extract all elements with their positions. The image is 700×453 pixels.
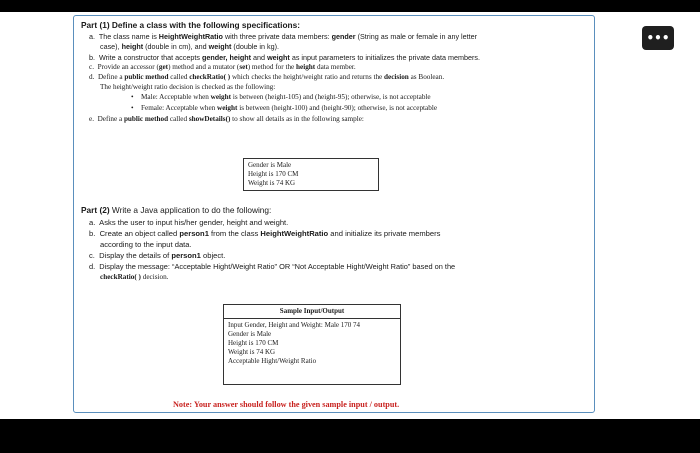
part1-item-e: e. Define a public method called showDetails() to show all details as in the following sample: [89, 115, 364, 123]
part1-bullet-male: • Male: Acceptable when weight is between (height-105) and (height-95); otherwise, is not acceptable [131, 93, 431, 101]
more-horizontal-icon: ••• [646, 31, 670, 45]
sample-io-input-line: Input Gender, Height and Weight: Male 170 74 [228, 321, 360, 329]
part1-item-b: b. Write a constructor that accepts gender, height and weight as input parameters to initializes the private data members. [89, 53, 480, 62]
part1-heading: Part (1) Define a class with the following specifications: [81, 20, 300, 30]
document-page [73, 15, 595, 413]
part2-item-a: a. Asks the user to input his/her gender, height and weight. [89, 218, 289, 227]
sample-io-box [223, 304, 401, 385]
sample-io-title: Sample Input/Output [224, 305, 400, 319]
bottom-black-bar [0, 419, 700, 453]
part1-item-c: c. Provide an accessor (get) method and a mutator (set) method for the height data member. [89, 63, 356, 71]
sample-gender-line: Gender is Male [248, 161, 292, 169]
part1-item-a-line2: case), height (double in cm), and weight (double in kg). [100, 42, 279, 51]
part1-item-d-line2: The height/weight ratio decision is checked as the following: [100, 83, 276, 91]
show-details-sample-box [243, 158, 379, 191]
part1-item-d: d. Define a public method called checkRatio( ) which checks the height/weight ratio and returns the decision as Boolean. [89, 73, 445, 81]
part2-item-c: c. Display the details of person1 object. [89, 251, 226, 260]
sample-io-height-line: Height is 170 CM [228, 339, 279, 347]
sample-io-gender-line: Gender is Male [228, 330, 272, 338]
sample-height-line: Height is 170 CM [248, 170, 299, 178]
top-black-bar [0, 0, 700, 12]
part2-heading: Part (2) Write a Java application to do the following: [81, 205, 272, 215]
part2-item-b-line2: according to the input data. [100, 240, 192, 249]
part1-item-a: a. The class name is HeightWeightRatio with three private data members: gender (String as male or female in any letter [89, 32, 478, 41]
part2-item-d: d. Display the message: “Acceptable Hight/Weight Ratio” OR “Not Acceptable Hight/Weight Ratio” based on the [89, 262, 456, 271]
part2-item-d-line2: checkRatio( ) decision. [100, 273, 169, 281]
part1-bullet-female: • Female: Acceptable when weight is between (height-100) and (height-90); otherwise, is not acceptable [131, 104, 438, 112]
sample-io-result-line: Acceptable Hight/Weight Ratio [228, 357, 317, 365]
sample-note: Note: Your answer should follow the given sample input / output. [173, 400, 400, 409]
more-options-button[interactable] [642, 26, 674, 50]
sample-weight-line: Weight is 74 KG [248, 179, 296, 187]
sample-io-weight-line: Weight is 74 KG [228, 348, 276, 356]
part2-item-b: b. Create an object called person1 from the class HeightWeightRatio and initialize its private members [89, 229, 441, 238]
